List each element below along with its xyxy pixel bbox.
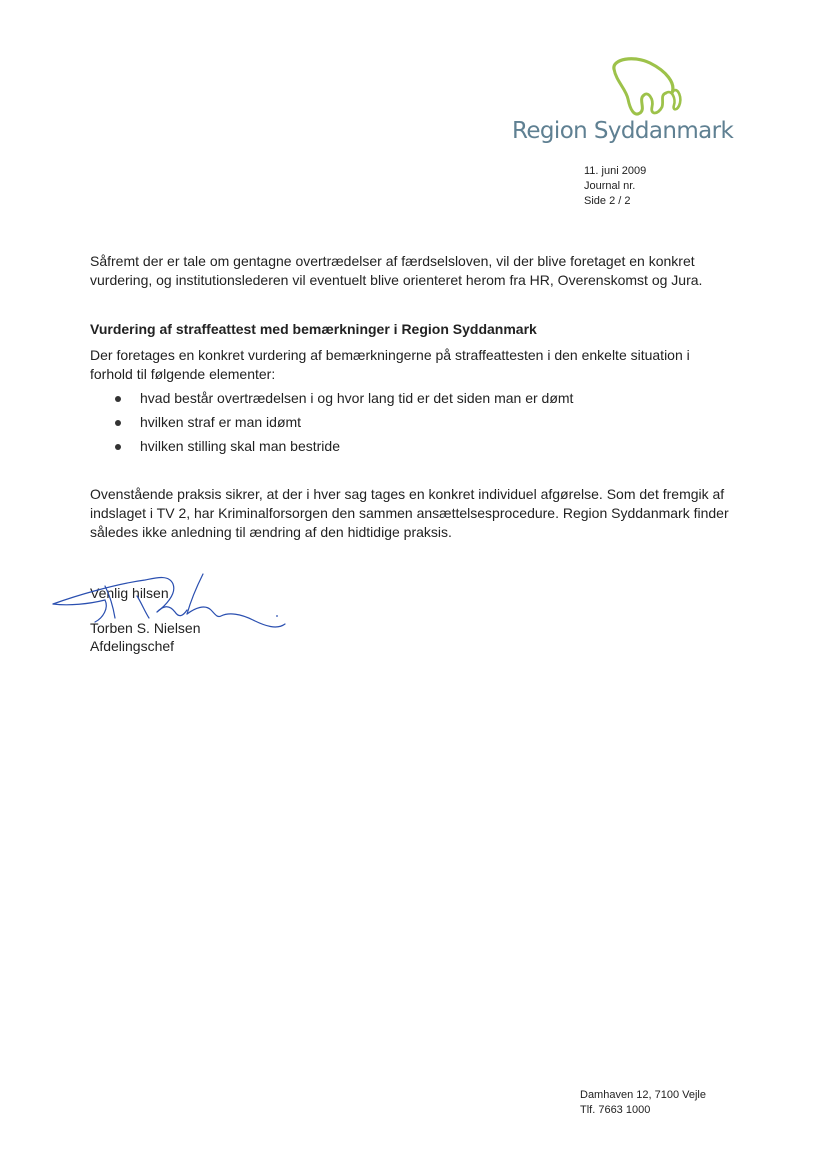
- region-syddanmark-logo: [510, 55, 734, 155]
- paragraph-3: Ovenstående praksis sikrer, at der i hver sag tages en konkret individuel afgørelse. Som det fremgik af indslaget i TV 2, har Kriminalforsorgen den sammen ansættelsesprocedure. Region Syddanmark finder således ikke anledning til ændring af den hidtidige praksis.: [90, 486, 729, 540]
- signer-name: Torben S. Nielsen: [90, 620, 201, 636]
- list-item: [115, 389, 573, 413]
- bullet-icon: [115, 444, 121, 450]
- logo-text: Region Syddanmark: [512, 118, 734, 144]
- letter-date: 11. juni 2009: [584, 165, 647, 177]
- list-item-text: hvilken straf er man idømt: [140, 414, 302, 430]
- footer: [580, 1088, 706, 1118]
- footer-phone: Tlf. 7663 1000: [580, 1104, 651, 1116]
- paragraph-1: Såfremt der er tale om gentagne overtrædelser af færdselsloven, vil der blive foretaget en konkret vurdering, og institutionslederen vil eventuelt blive orienteret herom fra HR, Overenskomst og Jura.: [90, 253, 703, 288]
- letter-meta: [584, 164, 646, 209]
- footer-address: Damhaven 12, 7100 Vejle: [580, 1089, 706, 1101]
- list-item: [115, 413, 573, 437]
- page-number: Side 2 / 2: [584, 195, 631, 207]
- list-item: [115, 437, 573, 461]
- list-item-text: hvad består overtrædelsen i og hvor lang tid er det siden man er dømt: [140, 390, 574, 406]
- letter-body: [90, 252, 740, 290]
- paragraph-2: Der foretages en konkret vurdering af bemærkningerne på straffeattesten i den enkelte situation i forhold til følgende elementer:: [90, 347, 690, 382]
- signer-title: Afdelingschef: [90, 638, 175, 654]
- handwritten-signature: [45, 566, 295, 646]
- region-syddanmark-logo-icon: [604, 55, 688, 121]
- journal-number: Journal nr.: [584, 180, 636, 192]
- greeting: Venlig hilsen: [90, 585, 169, 601]
- bullet-list: [115, 389, 573, 461]
- bullet-icon: [115, 396, 121, 402]
- section-heading: Vurdering af straffeattest med bemærkninger i Region Syddanmark: [90, 321, 537, 337]
- bullet-icon: [115, 420, 121, 426]
- list-item-text: hvilken stilling skal man bestride: [140, 438, 340, 454]
